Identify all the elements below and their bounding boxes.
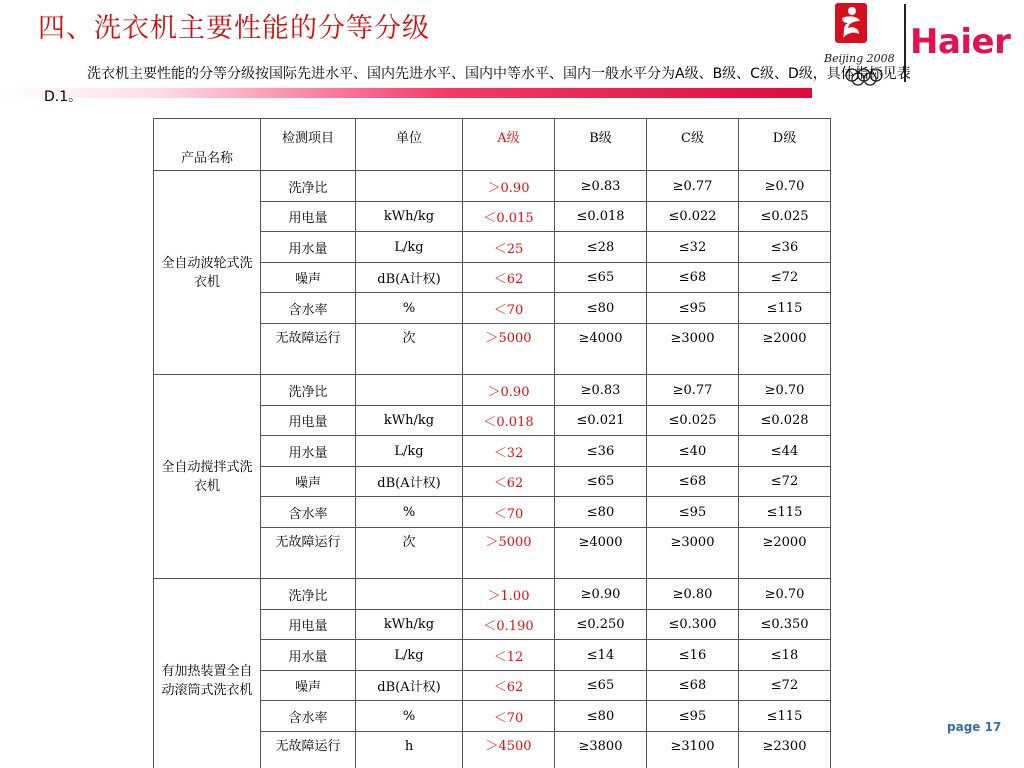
- grade-c-cell: ≤32: [647, 232, 739, 263]
- beijing-caption: Beijing 2008: [824, 52, 895, 65]
- test-item-cell: 用电量: [261, 610, 356, 640]
- unit-cell: dB(A计权): [356, 671, 463, 701]
- grade-b-cell: ≤65: [555, 671, 647, 701]
- test-item-cell: 噪声: [261, 671, 356, 701]
- grade-a-cell: ＜70: [463, 497, 555, 528]
- grade-b-cell: ≤80: [555, 293, 647, 324]
- test-item-cell: 用水量: [261, 640, 356, 671]
- test-item-cell: 含水率: [261, 497, 356, 528]
- grade-c-cell: ≤16: [647, 640, 739, 671]
- grade-b-cell: ≤65: [555, 263, 647, 293]
- unit-cell: kWh/kg: [356, 406, 463, 436]
- unit-cell: dB(A计权): [356, 467, 463, 497]
- grade-d-cell: ≥0.70: [739, 579, 831, 610]
- grade-a-cell: ＞0.90: [463, 375, 555, 406]
- grade-a-cell: ＜0.015: [463, 202, 555, 232]
- unit-cell: kWh/kg: [356, 202, 463, 232]
- test-item-cell: 用电量: [261, 406, 356, 436]
- table-body: [154, 171, 831, 768]
- test-item-cell: 用电量: [261, 202, 356, 232]
- test-item-cell: 含水率: [261, 701, 356, 732]
- test-item-cell: 洗净比: [261, 579, 356, 610]
- grade-a-cell: ＜62: [463, 263, 555, 293]
- grade-c-cell: ≤40: [647, 436, 739, 467]
- unit-cell: L/kg: [356, 232, 463, 263]
- grade-d-cell: ≤72: [739, 671, 831, 701]
- grade-a-cell: ＞1.00: [463, 579, 555, 610]
- grade-c-cell: ≤68: [647, 467, 739, 497]
- grade-c-cell: ≥3000: [647, 324, 739, 375]
- haier-logo: Haier: [910, 22, 1011, 62]
- grade-c-cell: ≥3100: [647, 732, 739, 768]
- grade-d-cell: ≤36: [739, 232, 831, 263]
- unit-cell: L/kg: [356, 436, 463, 467]
- test-item-cell: 用水量: [261, 232, 356, 263]
- performance-grade-table: [153, 118, 831, 768]
- test-item-cell: 噪声: [261, 467, 356, 497]
- grade-b-cell: ≥0.83: [555, 171, 647, 202]
- unit-cell: 次: [356, 324, 463, 375]
- grade-a-cell: ＞5000: [463, 324, 555, 375]
- test-item-cell: 含水率: [261, 293, 356, 324]
- product-name-cell: 全自动搅拌式洗衣机: [154, 375, 261, 579]
- unit-cell: L/kg: [356, 640, 463, 671]
- grade-b-cell: ≤14: [555, 640, 647, 671]
- grade-a-cell: ＞5000: [463, 528, 555, 579]
- unit-cell: %: [356, 293, 463, 324]
- grade-c-cell: ≤95: [647, 497, 739, 528]
- grade-b-cell: ≤0.250: [555, 610, 647, 640]
- grade-a-cell: ＜62: [463, 467, 555, 497]
- grade-c-cell: ≤68: [647, 263, 739, 293]
- grade-c-cell: ≤95: [647, 293, 739, 324]
- test-item-cell: 用水量: [261, 436, 356, 467]
- grade-a-cell: ＜25: [463, 232, 555, 263]
- grade-d-cell: ≤115: [739, 293, 831, 324]
- grade-d-cell: ≤72: [739, 467, 831, 497]
- grade-a-cell: ＜70: [463, 701, 555, 732]
- grade-d-cell: ≥2000: [739, 528, 831, 579]
- table-row: [154, 579, 831, 610]
- product-name-cell: 全自动波轮式洗衣机: [154, 171, 261, 375]
- unit-cell: h: [356, 732, 463, 768]
- grade-c-cell: ≥0.80: [647, 579, 739, 610]
- grade-b-cell: ≤28: [555, 232, 647, 263]
- grade-a-cell: ＜62: [463, 671, 555, 701]
- test-item-cell: 洗净比: [261, 375, 356, 406]
- unit-cell: %: [356, 701, 463, 732]
- header-grade-c: C级: [647, 119, 739, 171]
- grade-c-cell: ≥0.77: [647, 375, 739, 406]
- table-row: [154, 375, 831, 406]
- test-item-cell: 噪声: [261, 263, 356, 293]
- grade-a-cell: ＞0.90: [463, 171, 555, 202]
- intro-paragraph: 洗衣机主要性能的分等分级按国际先进水平、国内先进水平、国内中等水平、国内一般水平分为A级、B级、C级、D级，具体指标见表D.1。: [44, 66, 911, 105]
- table-row: [154, 171, 831, 202]
- unit-cell: %: [356, 497, 463, 528]
- grade-d-cell: ≥2300: [739, 732, 831, 768]
- grade-a-cell: ＜0.190: [463, 610, 555, 640]
- test-item-cell: 无故障运行: [261, 324, 356, 375]
- grade-c-cell: ≤0.025: [647, 406, 739, 436]
- grade-b-cell: ≤0.021: [555, 406, 647, 436]
- header-grade-a: A级: [463, 119, 555, 171]
- grade-c-cell: ≥0.77: [647, 171, 739, 202]
- grade-c-cell: ≤0.022: [647, 202, 739, 232]
- grade-d-cell: ≤0.350: [739, 610, 831, 640]
- grade-d-cell: ≤0.025: [739, 202, 831, 232]
- grade-b-cell: ≤0.018: [555, 202, 647, 232]
- grade-a-cell: ＜0.018: [463, 406, 555, 436]
- unit-cell: dB(A计权): [356, 263, 463, 293]
- unit-cell: [356, 579, 463, 610]
- grade-b-cell: ≤65: [555, 467, 647, 497]
- grade-d-cell: ≤18: [739, 640, 831, 671]
- unit-cell: kWh/kg: [356, 610, 463, 640]
- grade-a-cell: ＜32: [463, 436, 555, 467]
- grade-a-cell: ＜12: [463, 640, 555, 671]
- grade-d-cell: ≤44: [739, 436, 831, 467]
- slide-title: 四、洗衣机主要性能的分等分级: [38, 13, 430, 44]
- unit-cell: [356, 375, 463, 406]
- header-unit: 单位: [356, 119, 463, 171]
- grade-b-cell: ≥4000: [555, 528, 647, 579]
- grade-c-cell: ≤68: [647, 671, 739, 701]
- grade-b-cell: ≤80: [555, 701, 647, 732]
- grade-c-cell: ≤0.300: [647, 610, 739, 640]
- grade-d-cell: ≥0.70: [739, 171, 831, 202]
- grade-c-cell: ≤95: [647, 701, 739, 732]
- grade-a-cell: ＜70: [463, 293, 555, 324]
- unit-cell: [356, 171, 463, 202]
- grade-b-cell: ≥0.83: [555, 375, 647, 406]
- header-grade-b: B级: [555, 119, 647, 171]
- grade-d-cell: ≥2000: [739, 324, 831, 375]
- header-grade-d: D级: [739, 119, 831, 171]
- grade-d-cell: ≤115: [739, 701, 831, 732]
- grade-d-cell: ≤115: [739, 497, 831, 528]
- grade-d-cell: ≤72: [739, 263, 831, 293]
- grade-c-cell: ≥3000: [647, 528, 739, 579]
- unit-cell: 次: [356, 528, 463, 579]
- grade-b-cell: ≤36: [555, 436, 647, 467]
- grade-d-cell: ≤0.028: [739, 406, 831, 436]
- header-test-item: 检测项目: [261, 119, 356, 171]
- grade-b-cell: ≥3800: [555, 732, 647, 768]
- product-name-cell: 有加热装置全自动滚筒式洗衣机: [154, 579, 261, 768]
- grade-b-cell: ≥0.90: [555, 579, 647, 610]
- grade-b-cell: ≥4000: [555, 324, 647, 375]
- page-number: page 17: [947, 720, 1002, 734]
- test-item-cell: 无故障运行: [261, 528, 356, 579]
- header-product-name: 产品名称: [154, 119, 261, 171]
- test-item-cell: 洗净比: [261, 171, 356, 202]
- grade-d-cell: ≥0.70: [739, 375, 831, 406]
- olympic-emblem-icon: [834, 2, 868, 48]
- grade-b-cell: ≤80: [555, 497, 647, 528]
- grade-a-cell: ＞4500: [463, 732, 555, 768]
- test-item-cell: 无故障运行: [261, 732, 356, 768]
